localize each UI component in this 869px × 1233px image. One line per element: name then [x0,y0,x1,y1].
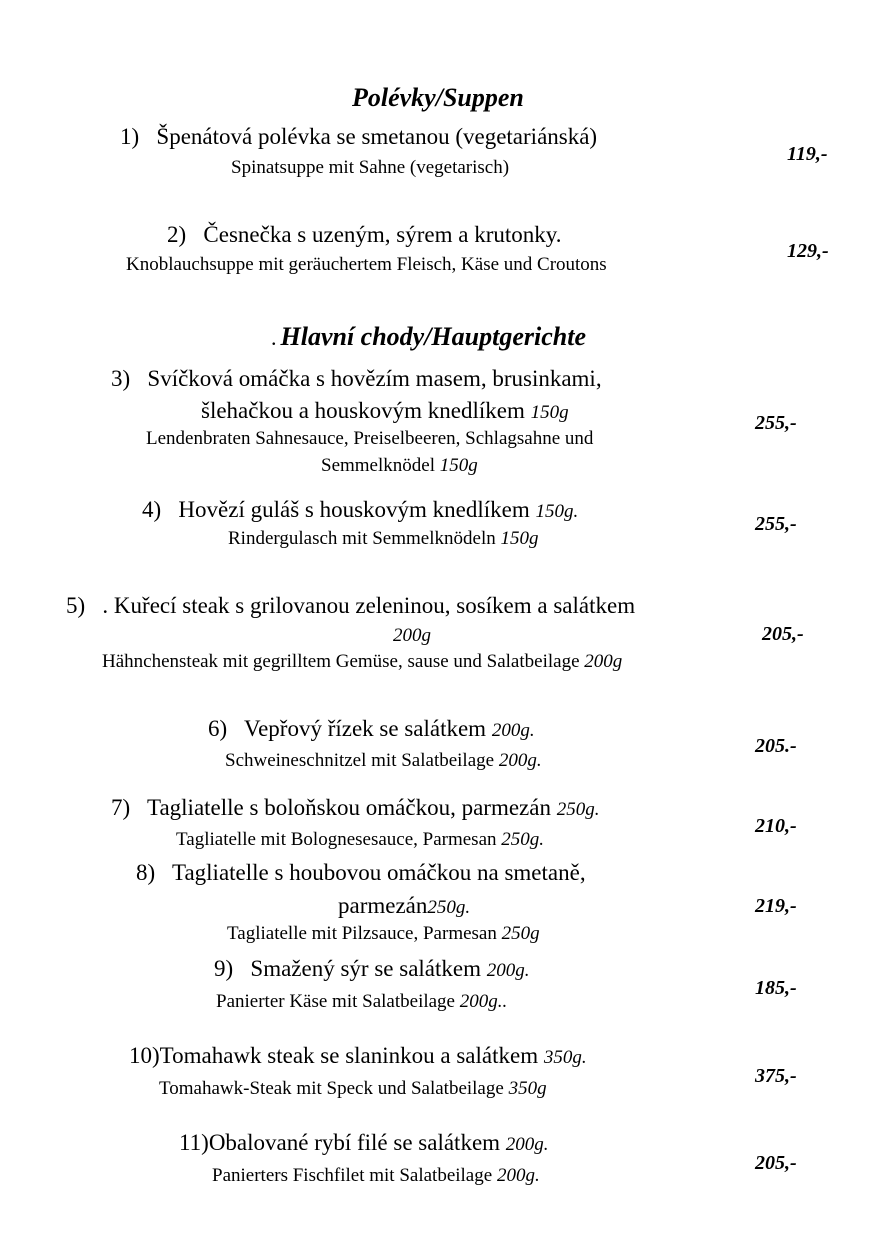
item-weight: 200g. [498,750,542,771]
item-name-de: Schweineschnitzel mit Salatbeilage [225,750,495,771]
item-price: 255,- [755,513,797,535]
section-heading-mains [271,322,586,352]
item-name-de: Tagliatelle mit Bolognesesauce, Parmesan [176,829,497,850]
item-price: 375,- [755,1065,797,1087]
item-number: 7) [111,795,131,820]
item-weight: 200g. [486,960,530,981]
item-name-cz: Tomahawk steak se slaninkou a salátkem [159,1043,539,1068]
item-number: 8) [136,860,156,885]
item-name-cz: . Kuřecí steak s grilovanou zeleninou, sosíkem a salátkem [102,593,636,618]
item-number: 5) [66,593,86,618]
menu-item-5-cz [66,593,635,619]
item-name-cz: šlehačkou a houskovým knedlíkem [201,398,525,423]
item-price: 185,- [755,977,797,999]
item-name-de-line [159,1078,547,1100]
heading-prefix: . [271,325,277,350]
item-name-de: Knoblauchsuppe mit geräuchertem Fleisch, Käse und Croutons [126,254,607,275]
section-heading-soups: Polévky/Suppen [352,83,524,112]
item-weight: 150g [530,402,569,423]
item-name-cz: Obalované rybí filé se salátkem [208,1130,501,1155]
item-number: 10) [129,1043,160,1068]
item-weight: 200g.. [459,991,508,1012]
item-price: 129,- [787,240,829,262]
item-number: 11) [179,1130,209,1155]
menu-item-7-cz [111,795,599,821]
item-name-de: Tagliatelle mit Pilzsauce, Parmesan [227,923,497,944]
item-name-cz: Tagliatelle s boloňskou omáčkou, parmezán [147,795,551,820]
item-name-de: Lendenbraten Sahnesauce, Preiselbeeren, Schlagsahne und [146,428,594,449]
item-number: 4) [142,497,162,522]
item-name-de: Hähnchensteak mit gegrilltem Gemüse, sause und Salatbeilage [102,651,580,672]
item-weight: 150g [500,528,539,549]
item-name-cz: parmezán [338,893,428,918]
item-name-de: Tomahawk-Steak mit Speck und Salatbeilage [159,1078,504,1099]
item-weight: 200g [584,651,623,672]
item-name-de-line [212,1165,540,1187]
item-price: 205,- [762,623,804,645]
item-price: 205,- [755,1152,797,1174]
item-weight: 350g [508,1078,547,1099]
item-name-cz: Tagliatelle s houbovou omáčkou na smetaně, [172,860,586,885]
item-name-cz: Hovězí guláš s houskovým knedlíkem [178,497,530,522]
item-name-de-line [176,829,544,851]
item-number: 6) [208,716,228,741]
item-weight: 200g. [505,1134,549,1155]
item-name-de: Rindergulasch mit Semmelknödeln [228,528,496,549]
menu-item-8-cz-line2 [338,893,470,919]
item-weight: 250g. [427,897,471,918]
item-number: 1) [120,124,140,149]
item-name-de: Panierters Fischfilet mit Salatbeilage [212,1165,493,1186]
menu-item-3-cz-line1 [111,366,602,392]
item-price: 119,- [787,143,828,165]
item-weight: 250g. [501,829,545,850]
item-name-de: Semmelknödel [321,455,435,476]
menu-item-4-cz [142,497,578,523]
item-name-de: Panierter Käse mit Salatbeilage [216,991,455,1012]
menu-item-10-cz [129,1043,587,1069]
item-weight: 250g. [556,799,600,820]
menu-item-3-cz-line2 [201,398,569,424]
menu-item-8-cz-line1 [136,860,586,886]
item-name-de-line2 [321,455,478,477]
item-number: 2) [167,222,187,247]
item-price: 210,- [755,815,797,837]
item-name-de: Spinatsuppe mit Sahne (vegetarisch) [231,157,510,178]
heading-title: Hlavní chody/Hauptgerichte [280,322,586,351]
item-price: 255,- [755,412,797,434]
item-price: 205.- [755,735,797,757]
item-weight: 200g. [491,720,535,741]
item-name-cz: Smažený sýr se salátkem [250,956,481,981]
menu-item-11-cz [179,1130,549,1156]
item-weight: 150g [439,455,478,476]
menu-item-9-cz [214,956,530,982]
item-number: 9) [214,956,234,981]
item-name-de-line [102,651,622,673]
item-weight: 150g. [535,501,579,522]
menu-item-6-cz [208,716,535,742]
menu-item-1-cz [120,124,597,150]
item-name-cz: Česnečka s uzeným, sýrem a krutonky. [203,222,562,247]
item-name-de-line [228,528,538,550]
item-weight: 200g. [496,1165,540,1186]
item-weight: 200g [393,625,431,646]
item-price: 219,- [755,895,797,917]
item-weight: 250g [501,923,540,944]
menu-item-2-cz [167,222,562,248]
item-name-cz: Vepřový řízek se salátkem [244,716,487,741]
item-name-cz: Špenátová polévka se smetanou (vegetariánská) [156,124,598,149]
item-weight: 350g. [543,1047,587,1068]
item-name-cz: Svíčková omáčka s hovězím masem, brusinkami, [147,366,602,391]
item-number: 3) [111,366,131,391]
item-name-de-line [225,750,542,772]
item-name-de-line [216,991,507,1013]
item-name-de-line [227,923,540,945]
